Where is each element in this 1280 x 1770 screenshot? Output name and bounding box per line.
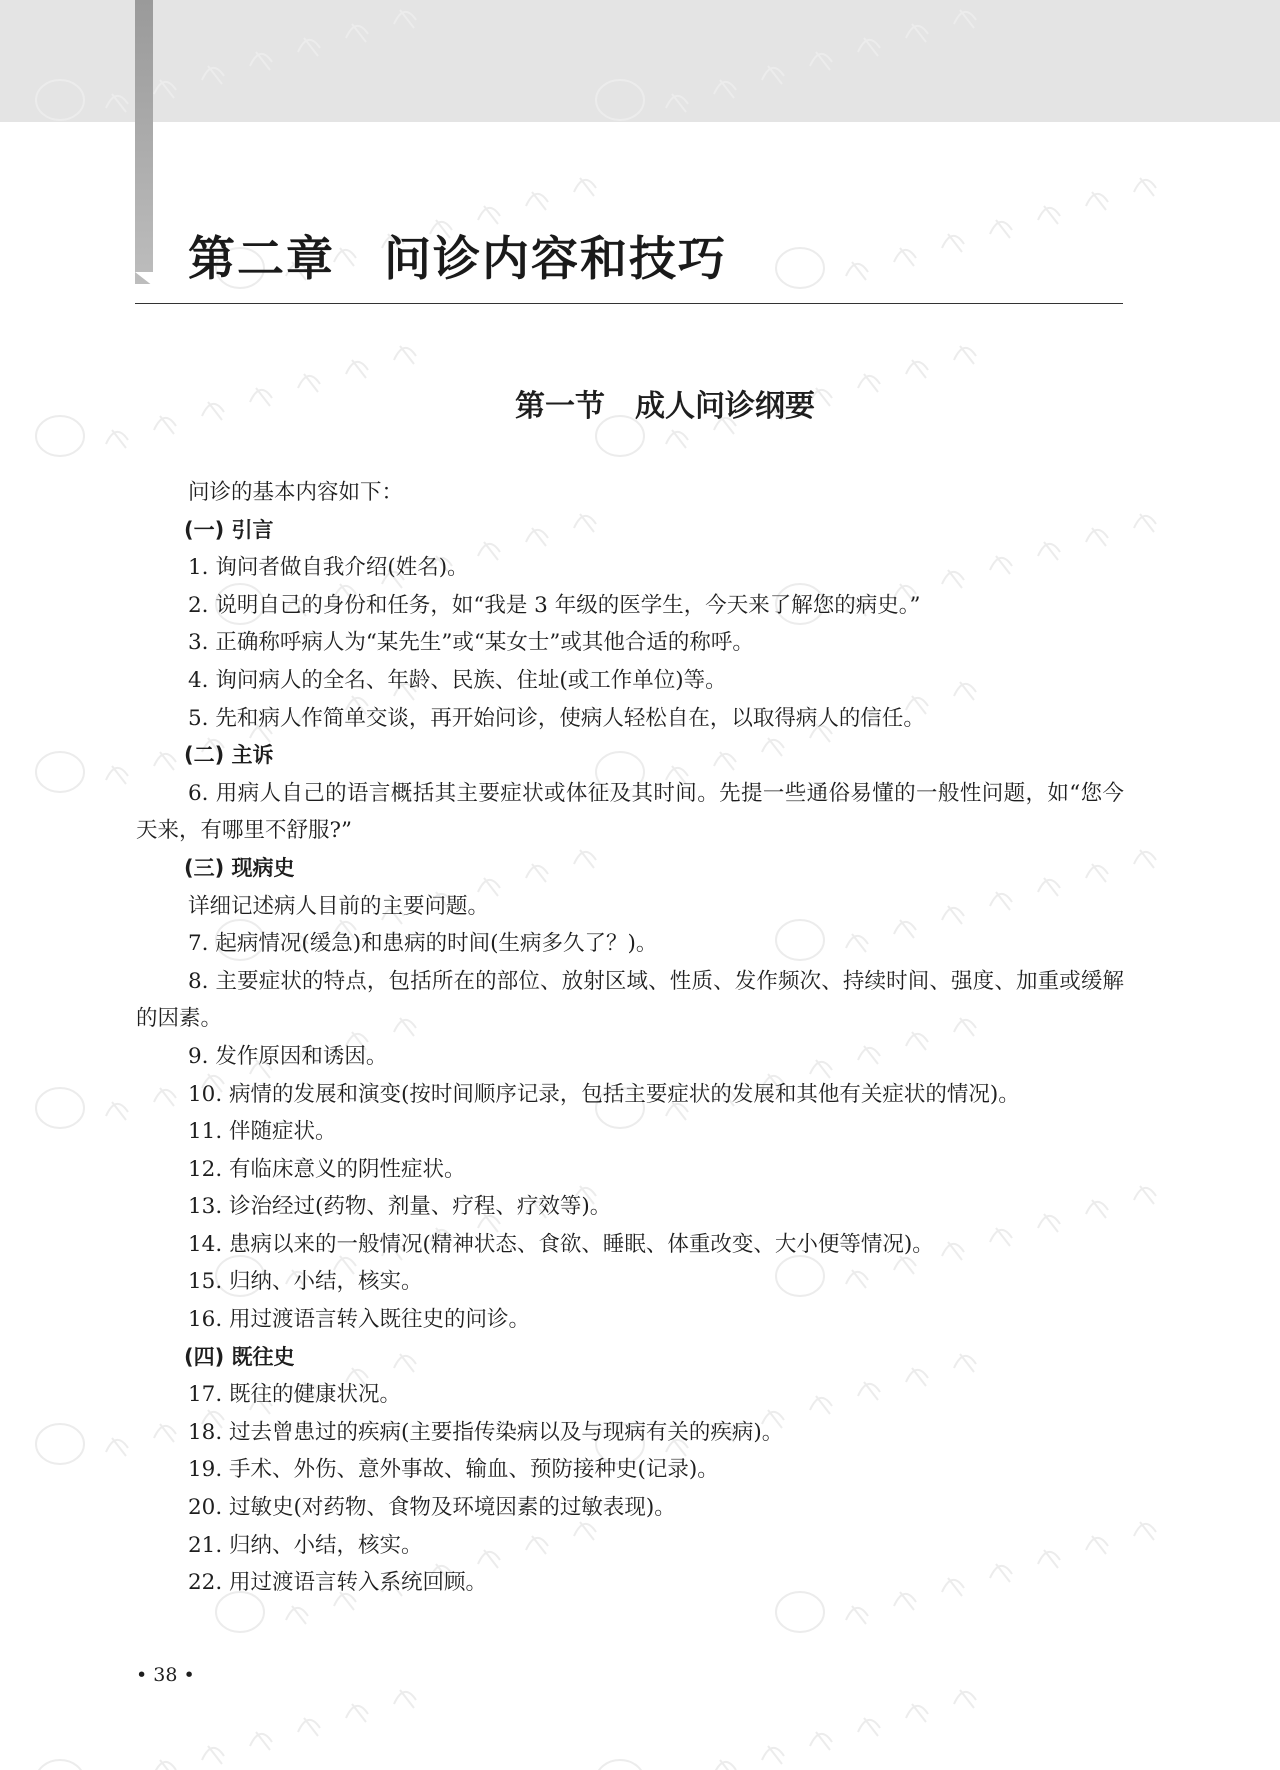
list-item: 18. 过去曾患过的疾病(主要指传染病以及与现病有关的疾病)。 (188, 1419, 784, 1445)
chapter-title: 第二章 问诊内容和技巧 (188, 232, 727, 287)
list-item: 8. 主要症状的特点，包括所在的部位、放射区域、性质、发作频次、持续时间、强度、加重或缓解的因素。 (136, 968, 1124, 1032)
watermark-glyph-icon (714, 1760, 736, 1770)
list-item: 21. 归纳、小结，核实。 (188, 1532, 423, 1558)
watermark-glyph-icon (1134, 178, 1156, 196)
watermark-glyph-icon (906, 360, 928, 378)
watermark-glyph-icon (298, 1718, 320, 1736)
list-item: 3. 正确称呼病人为“某先生”或“某女士”或其他合适的称呼。 (188, 630, 754, 656)
watermark-glyph-icon (1134, 514, 1156, 532)
list-item: 12. 有临床意义的阴性症状。 (188, 1156, 466, 1182)
watermark-glyph-icon (1134, 1522, 1156, 1540)
list-item: 22. 用过渡语言转入系统回顾。 (188, 1570, 488, 1596)
list-item: 14. 患病以来的一般情况(精神状态、食欲、睡眠、体重改变、大小便等情况)。 (188, 1231, 934, 1257)
watermark-glyph-icon (846, 1606, 868, 1624)
watermark-glyph-icon (954, 1690, 976, 1708)
watermark-seal-icon (36, 1424, 84, 1464)
watermark-glyph-icon (846, 262, 868, 280)
watermark-glyph-icon (906, 1704, 928, 1722)
body-text (136, 474, 1124, 1602)
list-item: 1. 询问者做自我介绍(姓名)。 (188, 555, 469, 581)
chapter-side-bar (135, 0, 153, 284)
list-item: 详细记述病人目前的主要问题。 (188, 893, 490, 919)
list-item: 4. 询问病人的全名、年龄、民族、住址(或工作单位)等。 (188, 667, 727, 693)
watermark-glyph-icon (202, 1746, 224, 1764)
subsection-heading: (一) 引言 (184, 517, 274, 542)
watermark-glyph-icon (666, 430, 688, 448)
watermark-seal-icon (36, 752, 84, 792)
watermark-glyph-icon (346, 1704, 368, 1722)
watermark-seal-icon (36, 416, 84, 456)
watermark-glyph-icon (298, 374, 320, 392)
watermark-glyph-icon (154, 1760, 176, 1770)
watermark-glyph-icon (1134, 1186, 1156, 1204)
section-title: 第一节 成人问诊纲要 (515, 389, 815, 424)
watermark-glyph-icon (942, 234, 964, 252)
watermark-glyph-icon (346, 360, 368, 378)
watermark-seal-icon (596, 1760, 644, 1770)
watermark-glyph-icon (1086, 192, 1108, 210)
chapter-divider (135, 303, 1123, 304)
watermark-seal-icon (36, 1088, 84, 1128)
list-item: 16. 用过渡语言转入既往史的问诊。 (188, 1307, 531, 1333)
watermark-glyph-icon (286, 1606, 308, 1624)
list-item: 17. 既往的健康状况。 (188, 1382, 402, 1408)
watermark-glyph-icon (858, 374, 880, 392)
list-item: 11. 伴随症状。 (188, 1119, 337, 1145)
watermark-glyph-icon (1038, 206, 1060, 224)
header-band (0, 0, 1280, 122)
subsection-heading: (四) 既往史 (184, 1344, 295, 1369)
list-item: 13. 诊治经过(药物、剂量、疗程、疗效等)。 (188, 1194, 612, 1220)
watermark-glyph-icon (1134, 850, 1156, 868)
list-item: 19. 手术、外伤、意外事故、输血、预防接种史(记录)。 (188, 1457, 719, 1483)
watermark-glyph-icon (106, 1102, 128, 1120)
watermark-glyph-icon (810, 1732, 832, 1750)
watermark-glyph-icon (894, 248, 916, 266)
subsection-heading: (二) 主诉 (184, 743, 274, 768)
watermark-glyph-icon (250, 1732, 272, 1750)
list-item: 2. 说明自己的身份和任务，如“我是 3 年级的医学生，今天来了解您的病史。” (188, 592, 921, 618)
watermark-glyph-icon (106, 430, 128, 448)
watermark-glyph-icon (526, 192, 548, 210)
list-item: 20. 过敏史(对药物、食物及环境因素的过敏表现)。 (188, 1495, 676, 1521)
watermark-seal-icon (36, 1760, 84, 1770)
subsection-heading: (三) 现病史 (184, 855, 295, 880)
watermark-glyph-icon (954, 346, 976, 364)
list-item: 7. 起病情况(缓急)和患病的时间(生病多久了？)。 (188, 931, 658, 957)
list-item: 10. 病情的发展和演变(按时间顺序记录，包括主要症状的发展和其他有关症状的情况)。 (188, 1081, 1020, 1107)
watermark-glyph-icon (574, 178, 596, 196)
list-item: 6. 用病人自己的语言概括其主要症状或体征及其时间。先提一些通俗易懂的一般性问题，如“您今天来，有哪里不舒服?” (136, 780, 1124, 844)
list-item: 9. 发作原因和诱因。 (188, 1043, 388, 1069)
watermark-glyph-icon (106, 766, 128, 784)
list-item: 5. 先和病人作简单交谈，再开始问诊，使病人轻松自在，以取得病人的信任。 (188, 705, 925, 731)
watermark-glyph-icon (990, 220, 1012, 238)
watermark-glyph-icon (478, 206, 500, 224)
watermark-glyph-icon (762, 1746, 784, 1764)
watermark-glyph-icon (106, 1438, 128, 1456)
intro-paragraph: 问诊的基本内容如下： (188, 480, 404, 505)
page-number: • 38 • (136, 1664, 195, 1686)
list-item: 15. 归纳、小结，核实。 (188, 1269, 423, 1295)
watermark-glyph-icon (394, 1690, 416, 1708)
watermark-glyph-icon (394, 346, 416, 364)
watermark-seal-icon (776, 248, 824, 288)
watermark-glyph-icon (858, 1718, 880, 1736)
